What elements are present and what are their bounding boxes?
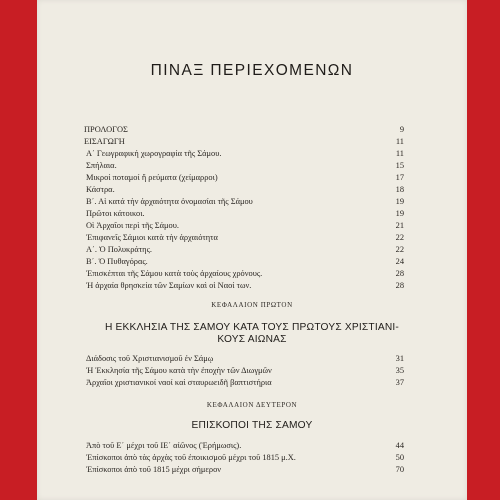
toc-entry [84,464,404,475]
toc-entry-text: Σπήλαια. [86,161,117,170]
toc-entry-page: 70 [395,465,404,474]
toc-entry-page: 11 [395,137,404,146]
chapter-1-title-line1: Η ΕΚΚΛΗΣΙΑ ΤΗΣ ΣΑΜΟΥ ΚΑΤΑ ΤΟΥΣ ΠΡΩΤΟΥΣ ΧΡΙΣΤΙΑΝΙ- [104,322,400,333]
toc-entry-page: 22 [395,245,404,254]
toc-entry [84,268,404,279]
chapter-2-title: ΕΠΙΣΚΟΠΟΙ ΤΗΣ ΣΑΜΟΥ [191,420,313,431]
toc-entry-text: Πρῶτοι κάτοικοι. [86,209,145,218]
toc-entry-text: ΠΡΟΛΟΓΟΣ [84,125,128,134]
toc-entry [84,256,404,267]
toc-entry [84,196,404,207]
toc-entry-text: Ἐπίσκοποι ἀπὸ τοῦ 1815 μέχρι σήμερον [86,465,222,474]
toc-entry-page: 24 [395,257,404,266]
toc-entry [84,377,404,388]
toc-entry-page: 11 [395,149,404,158]
toc-entry-page: 19 [395,197,404,206]
toc-entry [84,244,404,255]
toc-entry-text: Β΄. Ὁ Πυθαγόρας. [86,257,148,266]
toc-entry [84,452,404,463]
toc-entry-text: Ἀπὸ τοῦ Ε΄ μέχρι τοῦ ΙΕ΄ αἰῶνος (Ἐρήμωσις). [86,441,242,450]
toc-entry [84,232,404,243]
book-page [37,0,467,500]
page-title: ΠΙΝΑΞ ΠΕΡΙΕΧΟΜΕΝΩΝ [150,62,354,79]
toc-entry [84,124,404,135]
toc-entry [84,208,404,219]
toc-entry [84,184,404,195]
chapter-1-title-line2: ΚΟΥΣ ΑΙΩΝΑΣ [217,334,287,345]
toc-entry-text: Α΄. Ὁ Πολυκράτης. [86,245,152,254]
toc-entry [84,160,404,171]
toc-entry-text: ΕΙΣΑΓΩΓΗ [84,137,125,146]
toc-entry-page: 37 [395,378,404,387]
toc-entry-text: Μικροί ποταμοί ἤ ρεύματα (χείμαρροι) [86,173,218,182]
toc-entry-page: 21 [395,221,404,230]
toc-entry-text: Ἡ ἀρχαία θρησκεία τῶν Σαμίων καὶ οἱ Ναοί των. [86,281,252,290]
toc-entry-text: Ἀρχαῖοι χριστιανικοί ναοί καὶ σταυρωειδῆ βαπτιστήρια [86,378,272,387]
toc-entry-text: Κάστρα. [86,185,115,194]
toc-entry-text: Διάδοσις τοῦ Χριστιανισμοῦ ἐν Σάμῳ [86,354,214,363]
toc-entry-page: 22 [395,233,404,242]
chapter-1-label: ΚΕΦΑΛΑΙΟΝ ΠΡΩΤΟΝ [211,301,293,309]
toc-entry-text: Ἐπισκέπται τῆς Σάμου κατὰ τοὺς ἀρχαίους χρόνους. [86,269,263,278]
toc-entry [84,172,404,183]
toc-entry [84,353,404,364]
toc-entry-page: 17 [395,173,404,182]
toc-entry [84,136,404,147]
toc-entry-page: 35 [395,366,404,375]
toc-entry-page: 31 [395,354,404,363]
toc-entry-text: Ἐπίσκοποι ἀπὸ τὰς ἀρχὰς τοῦ ἐποικισμοῦ μέχρι τοῦ 1815 μ.Χ. [86,453,296,462]
toc-entry-page: 50 [395,453,404,462]
toc-entry-text: Β΄. Αἱ κατά τὴν ἀρχαιότητα ὀνομασίαι τῆς Σάμου [86,197,253,206]
toc-entry-page: 19 [395,209,404,218]
toc-entry-text: Οἱ Ἀρχαῖοι περὶ τῆς Σάμου. [86,221,179,230]
toc-entry-text: Ἐπιφανεῖς Σάμιοι κατὰ τὴν ἀρχαιότητα [86,233,218,242]
toc-entry [84,280,404,291]
toc-entry-text: Ἡ Ἐκκλησία τῆς Σάμου κατὰ τὴν ἐποχὴν τῶν Διωγμῶν [86,366,272,375]
toc-entry-page: 18 [395,185,404,194]
toc-entry-text: Α΄ Γεωγραφική χωρογραφία τῆς Σάμου. [86,149,222,158]
toc-entry [84,440,404,451]
toc-entry [84,220,404,231]
toc-entry-page: 15 [395,161,404,170]
toc-entry-page: 28 [395,281,404,290]
toc-entry-page: 28 [395,269,404,278]
toc-entry-page: 9 [399,125,404,134]
toc-entry-page: 44 [395,441,404,450]
toc-entry [84,148,404,159]
toc-entry [84,365,404,376]
chapter-2-label: ΚΕΦΑΛΑΙΟΝ ΔΕΥΤΕΡΟΝ [206,401,298,409]
